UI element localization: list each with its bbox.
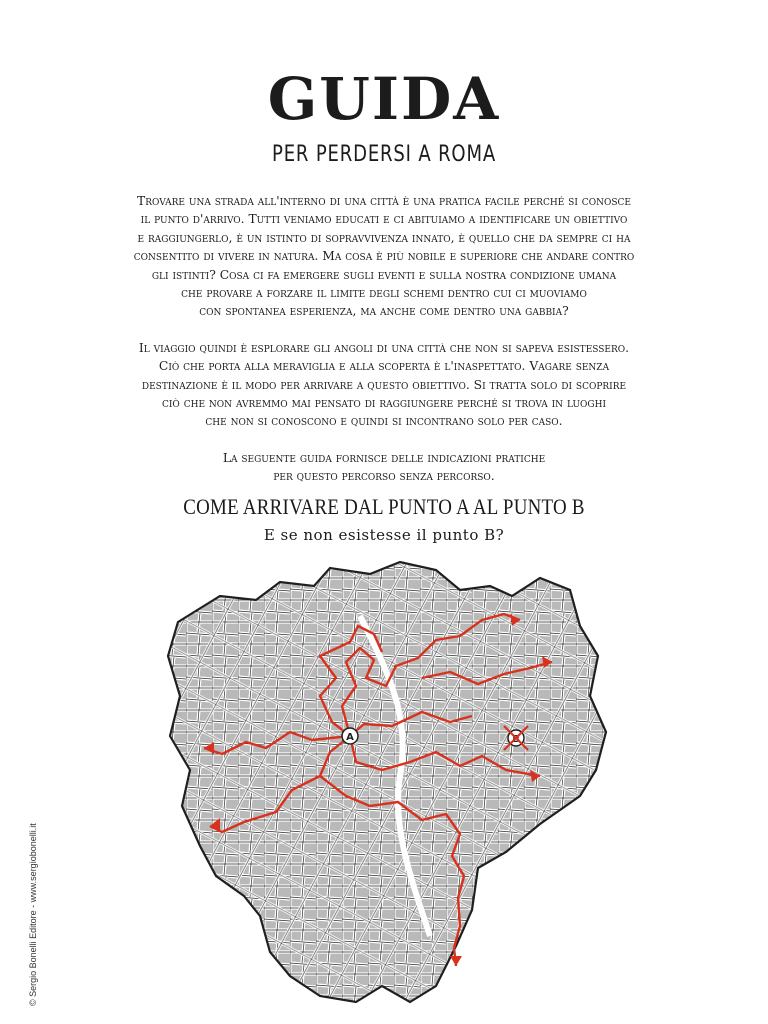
text-line: Trovare una strada all'interno di una città è una pratica facile perché si conosce xyxy=(137,194,631,208)
text-line: con spontanea esperienza, ma anche come dentro una gabbia? xyxy=(199,304,569,319)
text-line: ciò che non avremmo mai pensato di raggiungere perché si trova in luoghi xyxy=(161,396,607,411)
text-line: che non si conoscono e quindi si incontrano solo per caso. xyxy=(205,414,563,429)
section-subtitle: E se non esistesse il punto B? xyxy=(263,526,505,544)
point-a-marker xyxy=(342,728,358,744)
copyright-credit: © Sergio Bonelli Editore - www.sergiobonelli.it xyxy=(28,823,38,1006)
text-line: e raggiungerlo, è un istinto di sopravvivenza innato, è quello che da sempre ci ha xyxy=(137,230,631,245)
text-line: consentito di vivere in natura. Ma cosa è più nobile e superiore che andare contro xyxy=(133,249,635,264)
page-title: GUIDA xyxy=(267,65,501,133)
text-line: che provare a forzare il limite degli schemi dentro cui ci muoviamo xyxy=(181,286,587,301)
street-grid xyxy=(160,556,610,1014)
rome-street-map xyxy=(160,556,610,1014)
text-line: Ciò che porta alla meraviglia e alla scoperta è l'inaspettato. Vagare senza xyxy=(158,359,610,374)
section-title: COME ARRIVARE DAL PUNTO A AL PUNTO B xyxy=(183,494,585,519)
page-subtitle: PER PERDERSI A ROMA xyxy=(272,142,496,167)
text-line: per questo percorso senza percorso. xyxy=(273,469,495,484)
text-line: destinazione è il modo per arrivare a questo obiettivo. Si tratta solo di scoprire xyxy=(141,377,627,392)
point-a-label: A xyxy=(346,732,354,743)
text-line: gli istinti? Cosa ci fa emergere sugli eventi e sulla nostra condizione umana xyxy=(151,267,617,282)
point-b-marker xyxy=(504,726,528,750)
intro-text xyxy=(90,192,678,504)
paragraph-3 xyxy=(90,449,678,486)
text-line: Il viaggio quindi è esplorare gli angoli di una città che non si sapeva esistessero. xyxy=(138,340,630,355)
text-line: il punto d'arrivo. Tutti veniamo educati e ci abituiamo a identificare un obiettivo xyxy=(140,212,628,227)
paragraph-1 xyxy=(90,192,678,321)
paragraph-2 xyxy=(90,339,678,431)
text-line: La seguente guida fornisce delle indicazioni pratiche xyxy=(222,450,546,465)
